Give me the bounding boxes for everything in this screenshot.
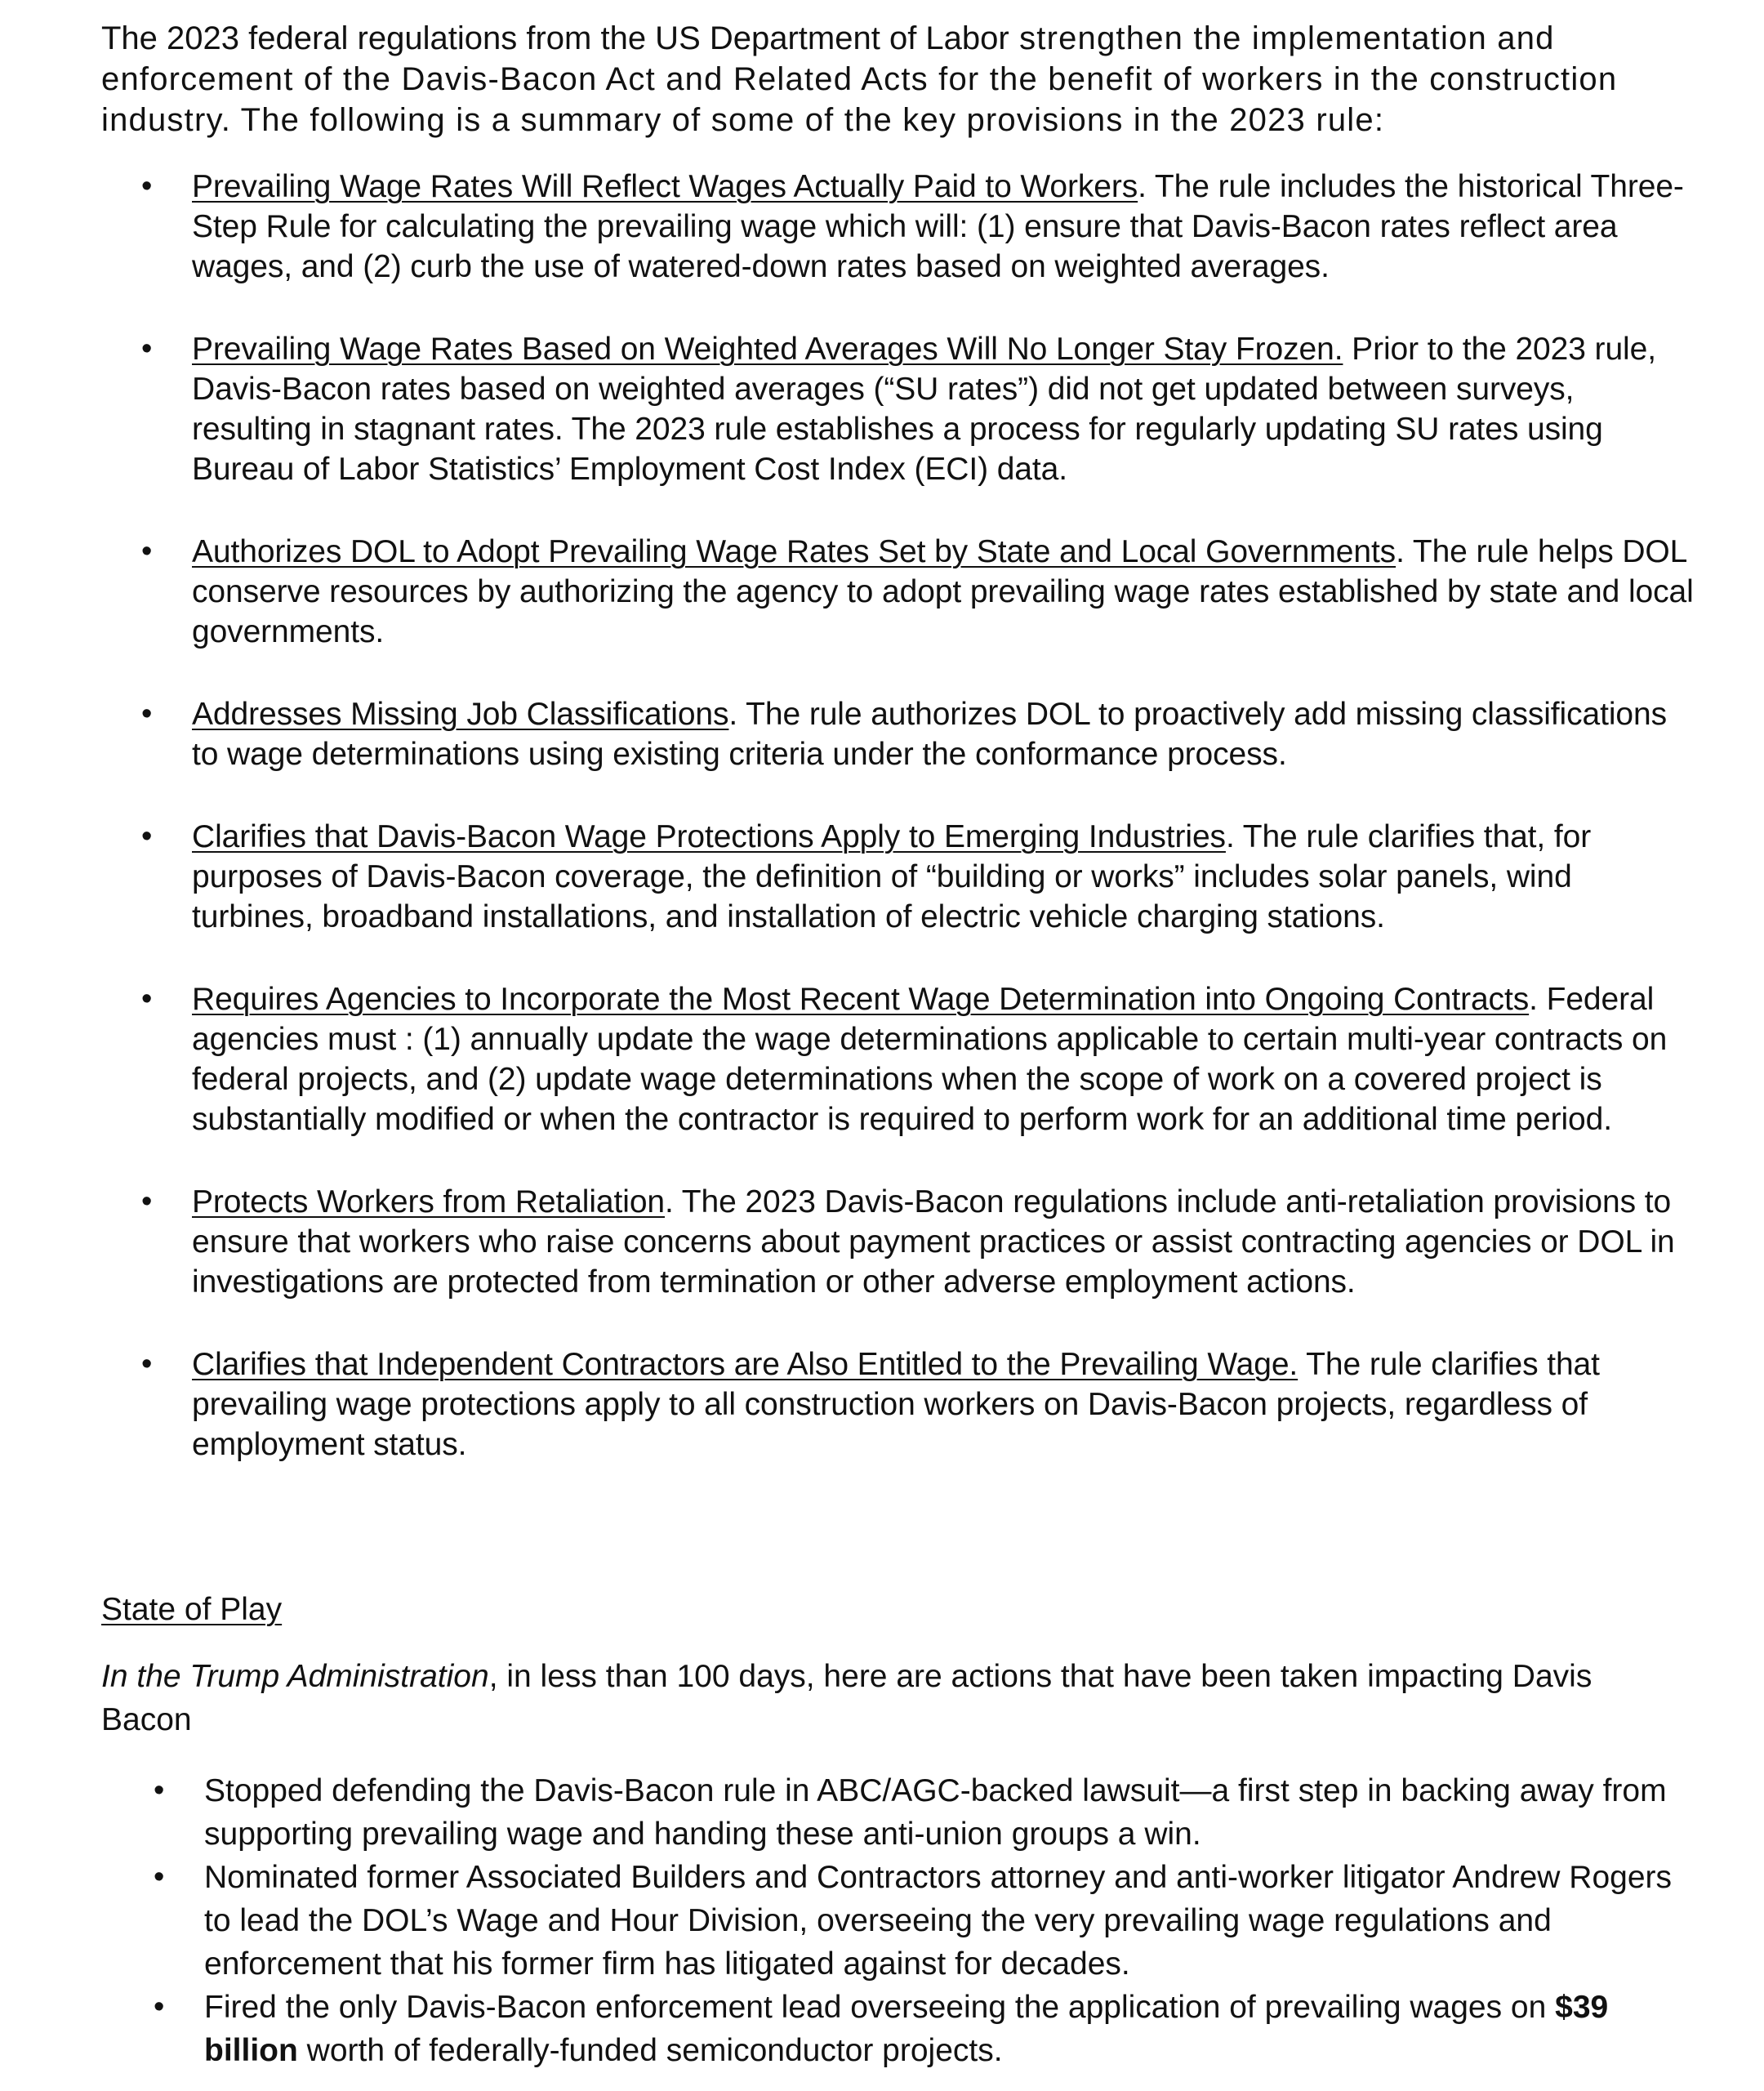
action-item (154, 1856, 1682, 1986)
bullet-icon: • (141, 332, 153, 366)
state-of-play-heading: State of Play (101, 1592, 283, 1627)
action-text: Nominated former Associated Builders and Contractors attorney and anti-worker litigator Andrew Rogers to lead the DOL’s Wage and Hour Division, overseeing the very prevailing wage regulations and enforcement that his former firm has litigated against for decades. (204, 1860, 1673, 1982)
provision-title: Protects Workers from Retaliation (192, 1184, 665, 1219)
provision-item (141, 1182, 1695, 1302)
provision-title: Requires Agencies to Incorporate the Most Recent Wage Determination into Ongoing Contracts (192, 982, 1530, 1017)
action-text-after: worth of federally-funded semiconductor projects. (297, 2033, 1003, 2068)
actions-list (0, 1769, 1764, 2072)
provision-item (141, 1344, 1695, 1465)
state-of-play-intro (101, 1655, 1653, 1741)
provision-body: Prior to the 2023 rule, Davis-Bacon rates based on weighted averages (“SU rates”) did not get updated between surveys, resulting in stagnant rates. The 2023 rule establishes a process for regularly updating SU rates using Bureau of Labor Statistics’ Employment Cost Index (ECI) data. (192, 332, 1656, 487)
provision-item (141, 532, 1695, 652)
provision-title: Prevailing Wage Rates Will Reflect Wages Actually Paid to Workers (192, 169, 1138, 204)
intro-paragraph (101, 18, 1694, 140)
action-bold: $39 billion (204, 1990, 1609, 2068)
provision-item (141, 329, 1695, 489)
bullet-icon: • (141, 697, 153, 731)
action-text: Stopped defending the Davis-Bacon rule in ABC/AGC-backed lawsuit—a first step in backing away from supporting prevailing wage and handing these anti-union groups a win. (204, 1773, 1667, 1852)
provision-title: Clarifies that Davis-Bacon Wage Protections Apply to Emerging Industries (192, 819, 1226, 854)
provision-body: The rule includes the historical Three-Step Rule for calculating the prevailing wage which will: (1) ensure that Davis-Bacon rates reflect area wages, and (2) curb the use of watered-down rates based on weighted averages. (192, 169, 1684, 284)
provision-body: Federal agencies must : (1) annually update the wage determinations applicable to certain multi-year contracts on federal projects, and (2) update wage determinations when the scope of work on a covered project is substantially modified or when the contractor is required to perform work for an additional time period. (192, 982, 1668, 1137)
provision-title: Addresses Missing Job Classifications (192, 697, 729, 732)
intro-rest: strengthen the implementation and enforcement of the Davis-Bacon Act and Related Acts for the benefit of workers in the construction industry. The following is a summary of some of the key provisions in the 2023 rule: (101, 20, 1618, 138)
provision-item (141, 167, 1695, 287)
bullet-icon: • (141, 982, 153, 1016)
provision-body: The rule authorizes DOL to proactively add missing classifications to wage determinations using existing criteria under the conformance process. (192, 697, 1667, 772)
provision-item (141, 817, 1695, 937)
state-of-play-intro-rest: , in less than 100 days, here are actions that have been taken impacting Davis Bacon (101, 1659, 1592, 1737)
provision-title: Clarifies that Independent Contractors are Also Entitled to the Prevailing Wage. (192, 1347, 1298, 1382)
provision-body: The rule clarifies that prevailing wage protections apply to all construction workers on Davis-Bacon projects, regardless of employment status. (192, 1347, 1600, 1462)
action-item (154, 1769, 1682, 1856)
provision-title: Prevailing Wage Rates Based on Weighted Averages Will No Longer Stay Frozen. (192, 332, 1343, 367)
intro-lead: The 2023 federal regulations from the US Department of Labor (101, 20, 1009, 56)
bullet-icon: • (154, 1990, 165, 2024)
bullet-icon: • (141, 534, 153, 568)
provision-item (141, 694, 1695, 774)
provision-title-end: . (1225, 819, 1235, 854)
action-text: Fired the only Davis-Bacon enforcement lead overseeing the application of prevailing wages on (204, 1990, 1556, 2025)
provision-title-end: . (665, 1184, 674, 1219)
provision-body: The rule clarifies that, for purposes of Davis-Bacon coverage, the definition of “building or works” includes solar panels, wind turbines, broadband installations, and installation of electric vehicle charging stations. (192, 819, 1592, 934)
provision-title-end: . (1138, 169, 1147, 204)
provision-title-end: . (728, 697, 738, 732)
provision-title: Authorizes DOL to Adopt Prevailing Wage Rates Set by State and Local Governments (192, 534, 1396, 569)
provision-item (141, 979, 1695, 1139)
state-of-play-intro-italic: In the Trump Administration (101, 1659, 489, 1694)
provisions-list (0, 167, 1764, 1507)
provision-title-end: . (1396, 534, 1405, 569)
bullet-icon: • (154, 1773, 165, 1808)
action-item (154, 1986, 1682, 2072)
bullet-icon: • (141, 169, 153, 203)
bullet-icon: • (141, 819, 153, 854)
bullet-icon: • (154, 1860, 165, 1894)
provision-body: The rule helps DOL conserve resources by authorizing the agency to adopt prevailing wage rates established by state and local governments. (192, 534, 1694, 649)
bullet-icon: • (141, 1184, 153, 1219)
bullet-icon: • (141, 1347, 153, 1381)
provision-body: The 2023 Davis-Bacon regulations include anti-retaliation provisions to ensure that workers who raise concerns about payment practices or assist contracting agencies or DOL in investigations are protected from termination or other adverse employment actions. (192, 1184, 1675, 1300)
provision-title-end: . (1529, 982, 1538, 1017)
